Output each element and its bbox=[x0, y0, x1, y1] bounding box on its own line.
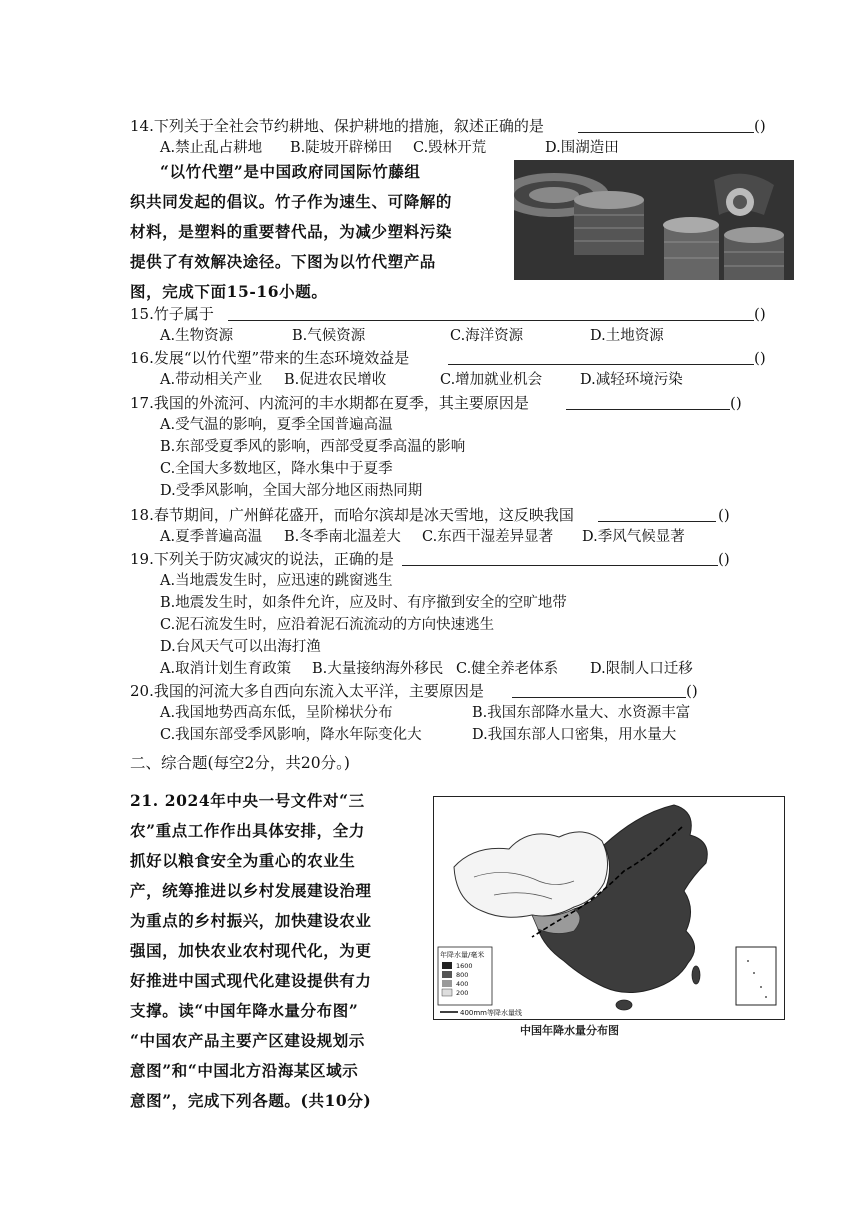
q18-option-c: C.东西干湿差异显著 bbox=[422, 529, 554, 545]
q21-line-1: 21. 2024年中央一号文件对“三 bbox=[130, 791, 365, 810]
q20-option-d: D.我国东部人口密集，用水量大 bbox=[472, 727, 677, 743]
intro-line-5: 图，完成下面15-16小题。 bbox=[130, 282, 328, 301]
q20-answer-blank[interactable] bbox=[512, 681, 686, 698]
intro-line-4: 提供了有效解决途径。下图为以竹代塑产品 bbox=[130, 252, 436, 271]
q17-option-c: C.全国大多数地区，降水集中于夏季 bbox=[160, 461, 393, 477]
intro-line-3: 材料，是塑料的重要替代品，为减少塑料污染 bbox=[130, 222, 453, 241]
q19-extra-option-c: C.健全养老体系 bbox=[456, 661, 559, 677]
map-taiwan-island bbox=[692, 966, 700, 984]
q20-option-c: C.我国东部受季风影响，降水年际变化大 bbox=[160, 727, 422, 743]
q18-answer-blank[interactable] bbox=[598, 505, 716, 522]
q21-line-9: “中国农产品主要产区建设规划示 bbox=[130, 1031, 365, 1050]
q21-line-4: 产，统筹推进以乡村发展建设治理 bbox=[130, 881, 372, 900]
q16-stem: 16.发展“以竹代塑”带来的生态环境效益是 bbox=[130, 349, 410, 367]
q19-extra-option-d: D.限制人口迁移 bbox=[590, 661, 693, 677]
q17-answer-blank[interactable] bbox=[566, 393, 730, 410]
q18-option-b: B.冬季南北温差大 bbox=[284, 529, 401, 545]
q21-line-2: 农”重点工作作出具体安排，全力 bbox=[130, 821, 365, 840]
q15-answer-blank[interactable] bbox=[228, 304, 754, 321]
q15-option-d: D.土地资源 bbox=[590, 328, 664, 344]
q16-option-c: C.增加就业机会 bbox=[440, 372, 543, 388]
q17-paren: () bbox=[730, 394, 742, 412]
q18-option-d: D.季风气候显著 bbox=[582, 529, 685, 545]
q19-option-b: B.地震发生时，如条件允许，应及时、有序撤到安全的空旷地带 bbox=[160, 595, 567, 611]
q17-option-b: B.东部受夏季风的影响，西部受夏季高温的影响 bbox=[160, 439, 466, 455]
intro-line-1: “以竹代塑”是中国政府同国际竹藤组 bbox=[160, 162, 421, 181]
q15-option-c: C.海洋资源 bbox=[450, 328, 524, 344]
q14-option-b: B.陡坡开辟梯田 bbox=[290, 140, 393, 156]
q19-extra-option-b: B.大量接纳海外移民 bbox=[312, 661, 444, 677]
q14-answer-blank[interactable] bbox=[578, 116, 754, 133]
q19-option-c: C.泥石流发生时，应沿着泥石流流动的方向快速逃生 bbox=[160, 617, 495, 633]
q15-option-a: A.生物资源 bbox=[160, 328, 234, 344]
q21-line-8: 支撑。读“中国年降水量分布图” bbox=[130, 1001, 359, 1020]
map-legend-value-1600: 1600 bbox=[456, 962, 473, 970]
south-china-sea-inset bbox=[736, 947, 776, 1005]
q17-stem: 17.我国的外流河、内流河的丰水期都在夏季，其主要原因是 bbox=[130, 394, 529, 412]
q18-stem: 18.春节期间，广州鲜花盛开，而哈尔滨却是冰天雪地，这反映我国 bbox=[130, 506, 574, 524]
map-legend-value-200: 200 bbox=[456, 989, 469, 997]
intro-line-2: 织共同发起的倡议。竹子作为速生、可降解的 bbox=[130, 192, 453, 211]
q21-line-7: 好推进中国式现代化建设提供有力 bbox=[130, 971, 372, 990]
q21-line-5: 为重点的乡村振兴，加快建设农业 bbox=[130, 911, 372, 930]
q14-option-c: C.毁林开荒 bbox=[413, 140, 487, 156]
q20-option-b: B.我国东部降水量大、水资源丰富 bbox=[472, 705, 691, 721]
q18-paren: () bbox=[718, 506, 730, 524]
q21-line-3: 抓好以粮食安全为重心的农业生 bbox=[130, 851, 356, 870]
q14-option-a: A.禁止乱占耕地 bbox=[160, 140, 263, 156]
q15-stem: 15.竹子属于 bbox=[130, 305, 214, 323]
q14-option-d: D.围湖造田 bbox=[545, 140, 619, 156]
map-legend-title: 年降水量/毫米 bbox=[440, 951, 485, 959]
q19-extra-option-a: A.取消计划生育政策 bbox=[160, 661, 292, 677]
china-precipitation-map bbox=[433, 796, 785, 1020]
q14-paren: () bbox=[754, 117, 766, 135]
q19-paren: () bbox=[718, 550, 730, 568]
q19-answer-blank[interactable] bbox=[402, 549, 718, 566]
q21-line-11: 意图”，完成下列各题。(共10分) bbox=[130, 1091, 372, 1110]
q16-option-b: B.促进农民增收 bbox=[284, 372, 387, 388]
q19-option-a: A.当地震发生时，应迅速的跳窗逃生 bbox=[160, 573, 393, 589]
map-legend-isohyet-label: 400mm等降水量线 bbox=[460, 1009, 522, 1017]
q19-stem: 19.下列关于防灾减灾的说法，正确的是 bbox=[130, 550, 394, 568]
map-legend-value-800: 800 bbox=[456, 971, 469, 979]
bamboo-products-photo bbox=[514, 160, 794, 280]
q21-line-10: 意图”和“中国北方沿海某区域示 bbox=[130, 1061, 359, 1080]
q14-stem: 14.下列关于全社会节约耕地、保护耕地的措施，叙述正确的是 bbox=[130, 117, 544, 135]
q16-answer-blank[interactable] bbox=[448, 348, 754, 365]
q19-option-d: D.台风天气可以出海打渔 bbox=[160, 639, 321, 655]
q20-paren: () bbox=[686, 682, 698, 700]
q16-option-a: A.带动相关产业 bbox=[160, 372, 263, 388]
q17-option-a: A.受气温的影响，夏季全国普遍高温 bbox=[160, 417, 393, 433]
q15-option-b: B.气候资源 bbox=[292, 328, 366, 344]
q15-paren: () bbox=[754, 305, 766, 323]
map-legend-value-400: 400 bbox=[456, 980, 469, 988]
q20-stem: 20.我国的河流大多自西向东流入太平洋，主要原因是 bbox=[130, 682, 484, 700]
q17-option-d: D.受季风影响，全国大部分地区雨热同期 bbox=[160, 483, 423, 499]
q16-option-d: D.减轻环境污染 bbox=[580, 372, 683, 388]
map-hainan-island bbox=[616, 1000, 632, 1010]
q18-option-a: A.夏季普遍高温 bbox=[160, 529, 263, 545]
map-caption: 中国年降水量分布图 bbox=[520, 1024, 619, 1037]
q16-paren: () bbox=[754, 349, 766, 367]
q21-line-6: 强国，加快农业农村现代化，为更 bbox=[130, 941, 372, 960]
section2-heading: 二、综合题(每空2分，共20分。) bbox=[130, 754, 350, 772]
q20-option-a: A.我国地势西高东低，呈阶梯状分布 bbox=[160, 705, 393, 721]
